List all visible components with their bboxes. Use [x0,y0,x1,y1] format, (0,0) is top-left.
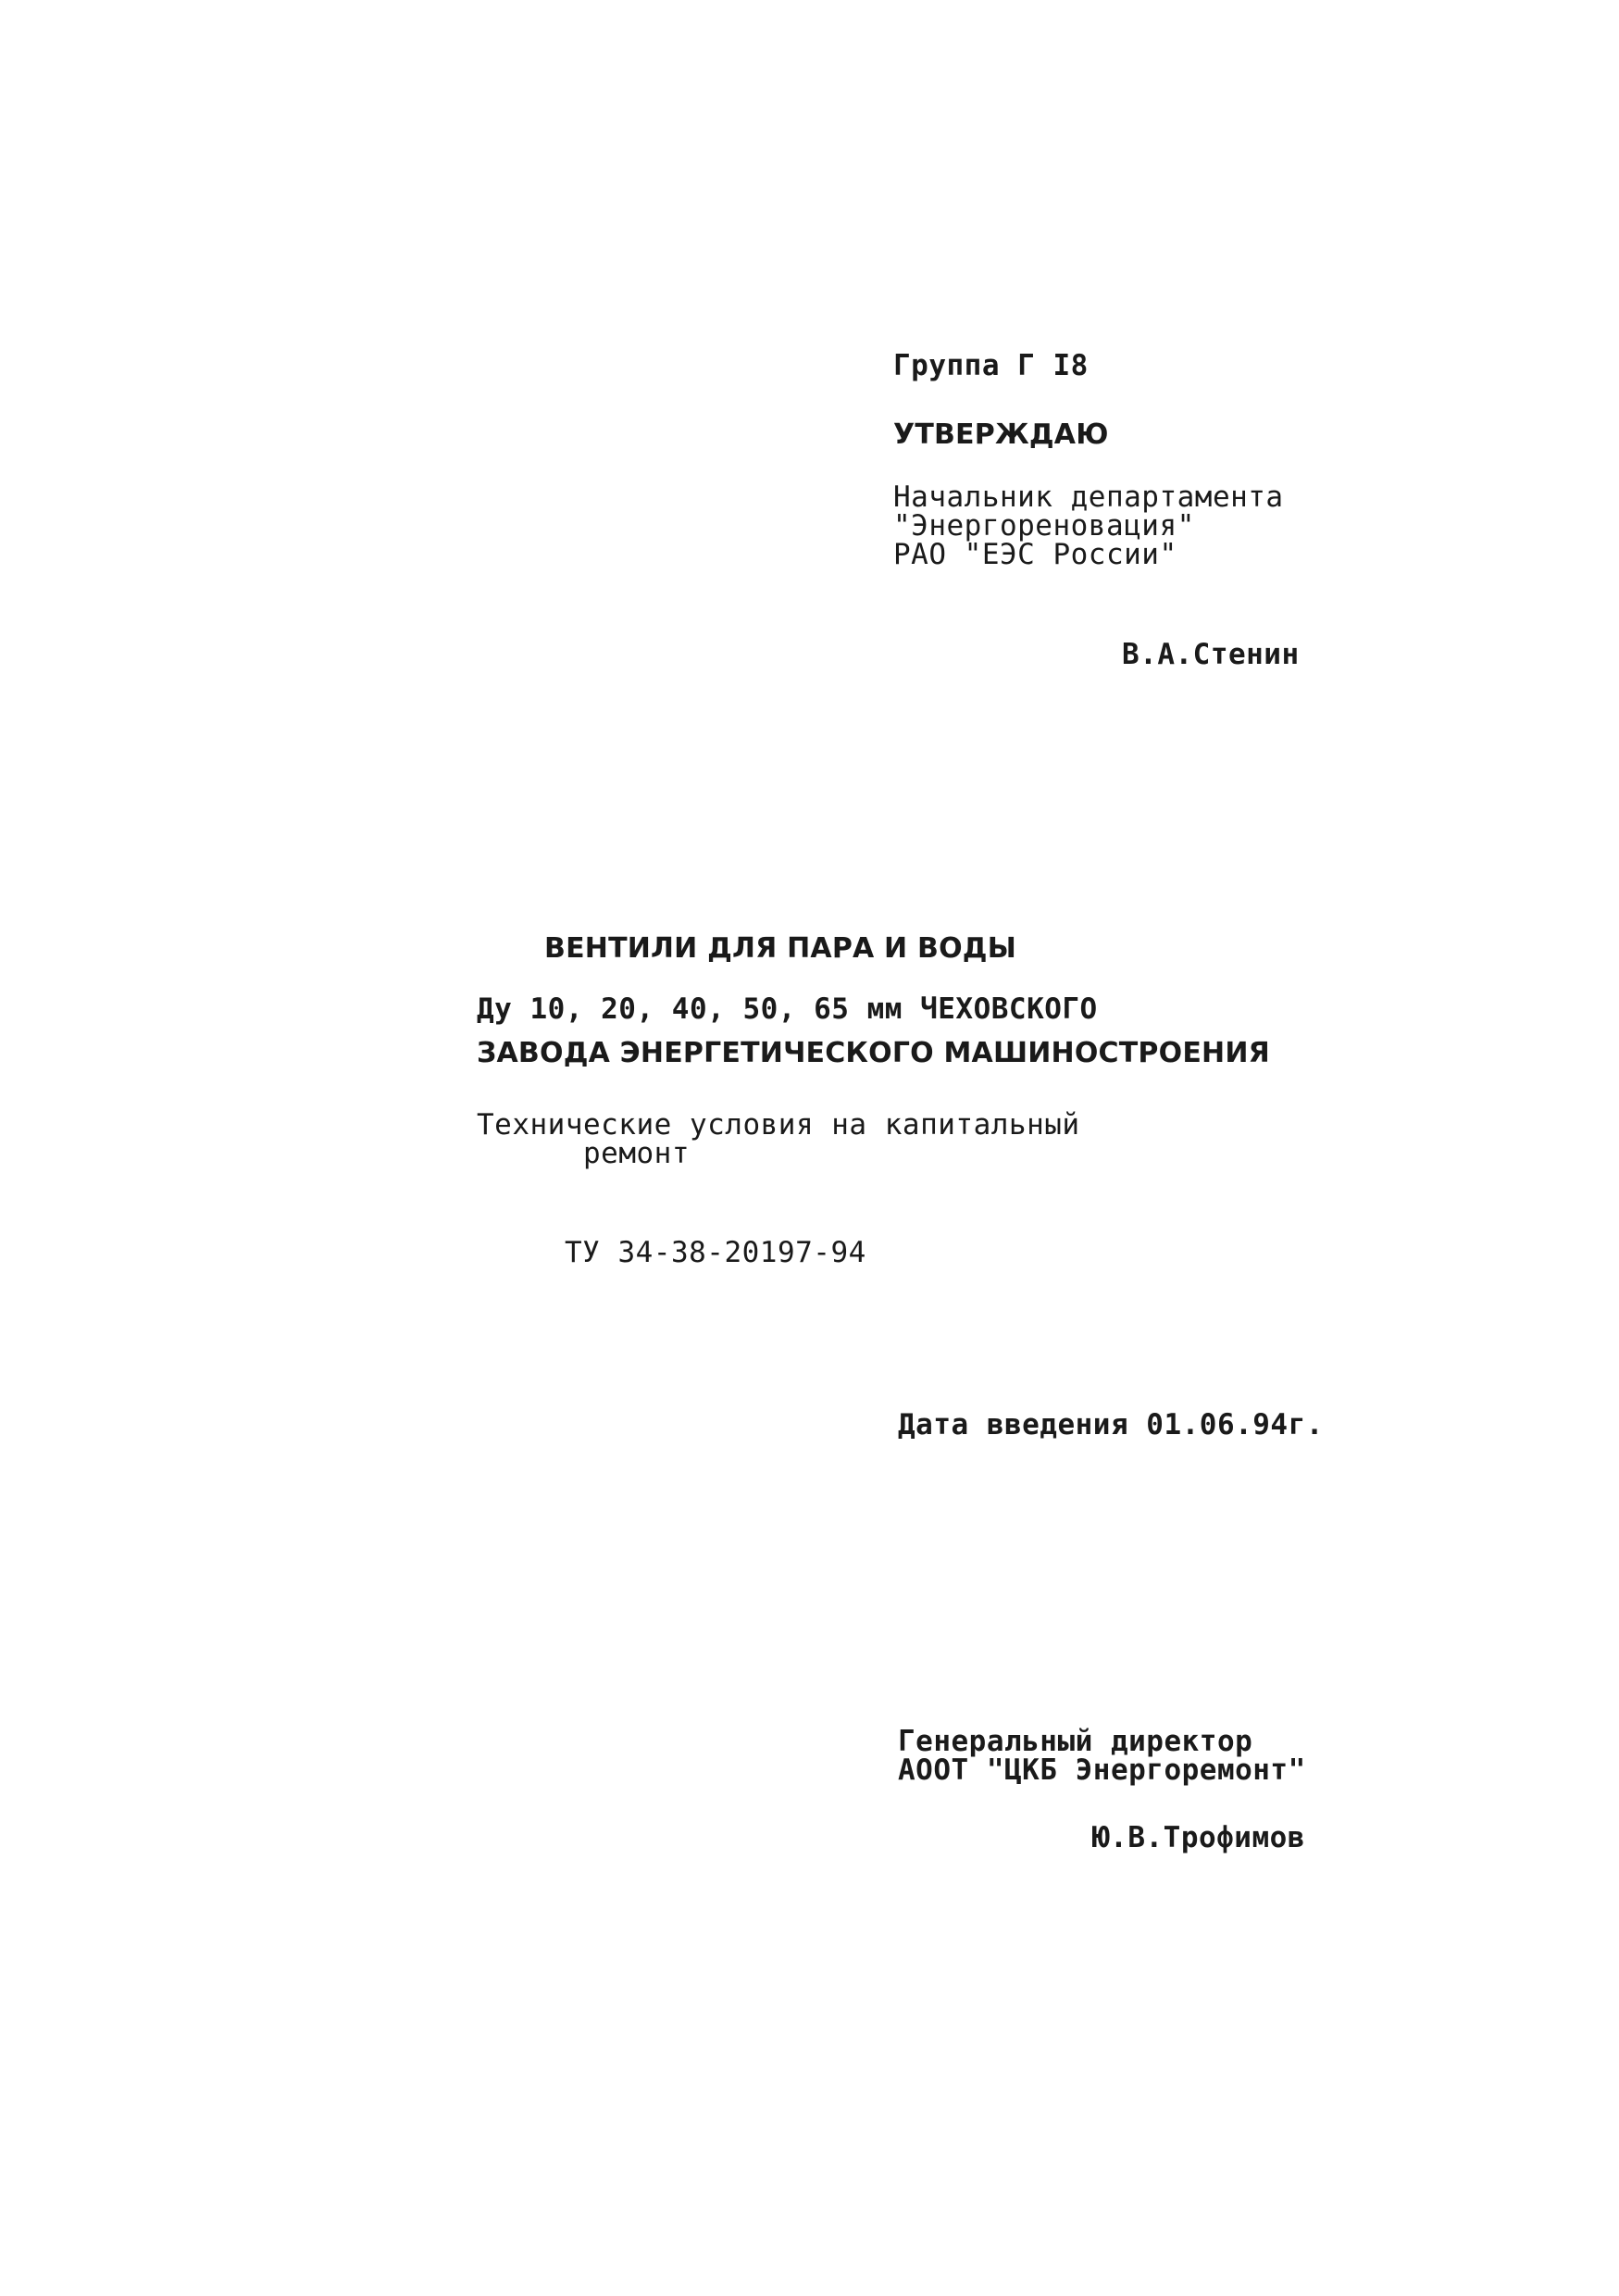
document-title-line1: ВЕНТИЛИ ДЛЯ ПАРА И ВОДЫ [544,932,1016,965]
approver-position-line3: РАО "ЕЭС России" [893,538,1177,571]
document-subtitle-line2: ремонт [583,1137,690,1170]
signer-position-line1: Генеральный директор [898,1725,1253,1758]
approver-name: В.А.Стенин [1122,638,1300,671]
approver-position-line1: Начальник департамента [893,480,1284,514]
approve-label: УТВЕРЖДАЮ [893,418,1109,451]
document-title-line3: ЗАВОДА ЭНЕРГЕТИЧЕСКОГО МАШИНОСТРОЕНИЯ [477,1037,1270,1069]
document-code: ТУ 34-38-20197-94 [565,1236,866,1269]
introduction-date: Дата введения 01.06.94г. [898,1408,1324,1441]
signer-name: Ю.В.Трофимов [1092,1821,1305,1854]
group-label: Группа Г I8 [893,349,1089,382]
signer-position-line2: АООТ "ЦКБ Энергоремонт" [898,1753,1306,1787]
document-title-line2: Ду 10, 20, 40, 50, 65 мм ЧЕХОВСКОГО [477,992,1098,1026]
document-subtitle-line1: Технические условия на капитальный [477,1108,1080,1142]
approver-position-line2: "Энергореновация" [893,509,1195,543]
